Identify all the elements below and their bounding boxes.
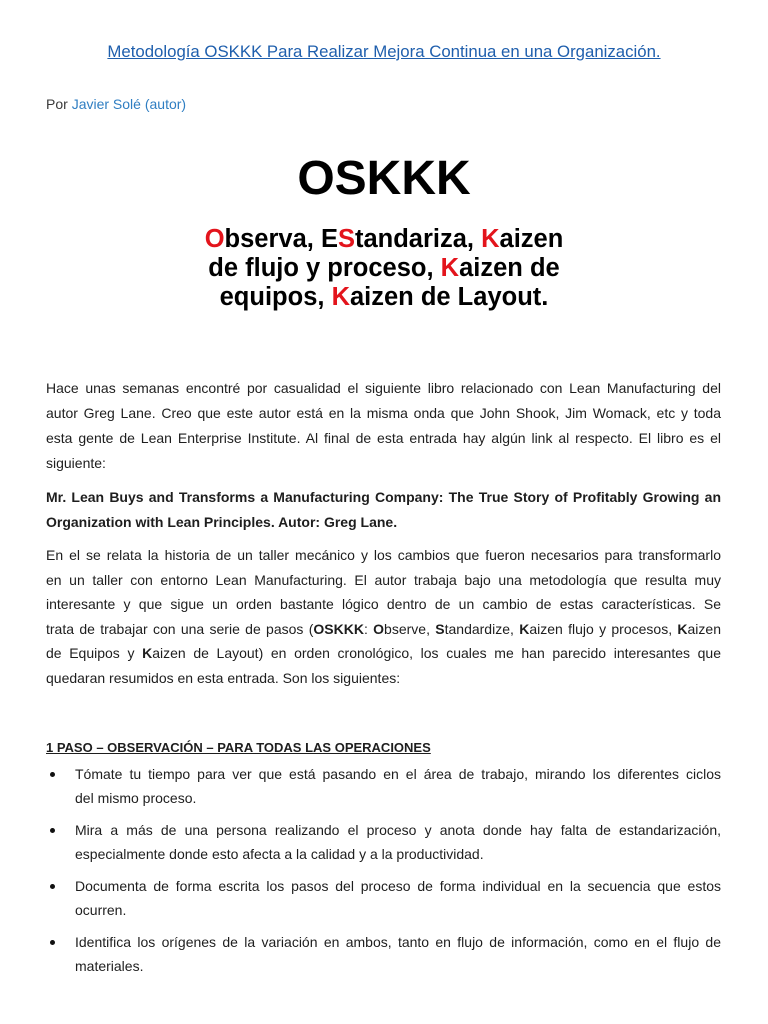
bullet-line [75,786,721,810]
accent-letter: K [331,283,350,311]
text-run: bserve, [384,620,436,637]
description-line [46,543,721,568]
bullet-text [75,930,721,978]
text-run: autor Greg Lane. Creo que este autor está en la misma onda que John Shook, Jim Womack, etc y toda [46,405,721,421]
description-line [46,592,721,617]
text-run: en un taller con entorno Lean Manufacturing. El autor trabaja bajo una metodología que resulta muy [46,571,721,588]
text-run: especialmente donde esto afecta a la calidad y a la productividad. [75,846,484,862]
book-reference-line [46,485,721,510]
bullet-dot-icon [50,940,55,945]
text-run: tandardize, [444,620,520,637]
bold-text: Mr. Lean Buys and Transforms a Manufacturing Company: The True Story of Profitably Growing an [46,489,721,505]
author-link[interactable]: Javier Solé (autor) [71,96,187,112]
description-line [46,617,721,642]
accent-letter: S [337,225,355,253]
text-run: aizen flujo y procesos, [529,620,678,637]
bullet-line [75,874,721,898]
book-reference [46,485,721,535]
text-run: tandariza, [354,225,482,253]
bullet-item [46,762,721,810]
text-run: aizen [499,225,564,253]
accent-letter: K [440,254,460,282]
text-run: Mira a más de una persona realizando el proceso y anota donde hay falta de estandarización, [75,822,721,838]
bullet-line [75,762,721,786]
text-run: de Equipos y [46,645,143,662]
banner-line [0,283,768,312]
intro-line [46,451,721,476]
text-run: aizen de Layout. [349,283,549,311]
bullet-dot-icon [50,772,55,777]
text-run: equipos, [219,283,332,311]
banner-line [0,254,768,283]
document-title [0,41,768,63]
text-run: trata de trabajar con una serie de pasos ( [46,620,314,637]
text-run: En el se relata la historia de un taller mecánico y los cambios que fueron necesarios para transformarlo [46,547,721,563]
title-link[interactable]: Metodología OSKKK Para Realizar Mejora Continua en una Organización. [107,42,661,61]
text-run: : [363,620,374,637]
bold-text: O [373,620,385,637]
text-run: aizen de Layout) en orden cronológico, los cuales me han parecido interesantes que [152,645,721,662]
section-heading: 1 PASO – OBSERVACIÓN – PARA TODAS LAS OPERACIONES [46,740,431,755]
banner-heading: OSKKK [297,152,471,205]
intro-line [46,376,721,401]
bold-text: OSKKK [313,620,364,637]
intro-line [46,401,721,426]
bullet-line [75,930,721,954]
description-line [46,666,721,691]
accent-letter: K [481,225,500,253]
intro-line [46,426,721,451]
intro-paragraph [46,376,721,476]
book-reference-line [46,510,721,535]
text-run: aizen de [459,254,560,282]
bullet-line [75,898,721,922]
bullet-line [75,842,721,866]
bold-text: K [519,620,530,637]
text-run: esta gente de Lean Enterprise Institute. Al final de esta entrada hay algún link al respecto. El libro es el [46,430,721,446]
bullet-line [75,818,721,842]
banner-line [0,225,768,254]
bold-text: S [435,620,445,637]
bold-text: Organization with Lean Principles. Autor: Greg Lane. [46,514,398,530]
text-run: materiales. [75,958,144,974]
bullet-text [75,762,721,810]
bullet-item [46,930,721,978]
text-run: del mismo proceso. [75,790,197,806]
bold-text: K [677,620,688,637]
text-run: siguiente: [46,455,106,471]
text-run: Tómate tu tiempo para ver que está pasando en el área de trabajo, mirando los diferentes ciclos [75,766,721,782]
bullet-text [75,818,721,866]
description-line [46,568,721,593]
description-paragraph [46,543,721,691]
text-run: quedaran resumidos en esta entrada. Son los siguientes: [46,669,401,686]
bullet-dot-icon [50,828,55,833]
byline [46,94,186,114]
text-run: ocurren. [75,902,127,918]
byline-prefix: Por [46,96,68,112]
text-run: bserva, E [224,225,338,253]
bold-text: K [142,645,153,662]
text-run: Identifica los orígenes de la variación en ambos, tanto en flujo de información, como en el flujo de [75,934,721,950]
bullet-item [46,874,721,922]
bullet-dot-icon [50,884,55,889]
text-run: Documenta de forma escrita los pasos del proceso de forma individual en la secuencia que estos [75,878,721,894]
text-run: Hace unas semanas encontré por casualidad el siguiente libro relacionado con Lean Manufacturing del [46,380,721,396]
text-run: de flujo y proceso, [208,254,441,282]
bullet-line [75,954,721,978]
bullet-text [75,874,721,922]
banner-subtitle [0,225,768,312]
description-line [46,641,721,666]
text-run: interesante y que sigue un orden bastante lógico dentro de un cambio de estas características. Se [46,596,721,613]
bullet-item [46,818,721,866]
text-run: aizen [687,620,721,637]
accent-letter: O [204,225,225,253]
